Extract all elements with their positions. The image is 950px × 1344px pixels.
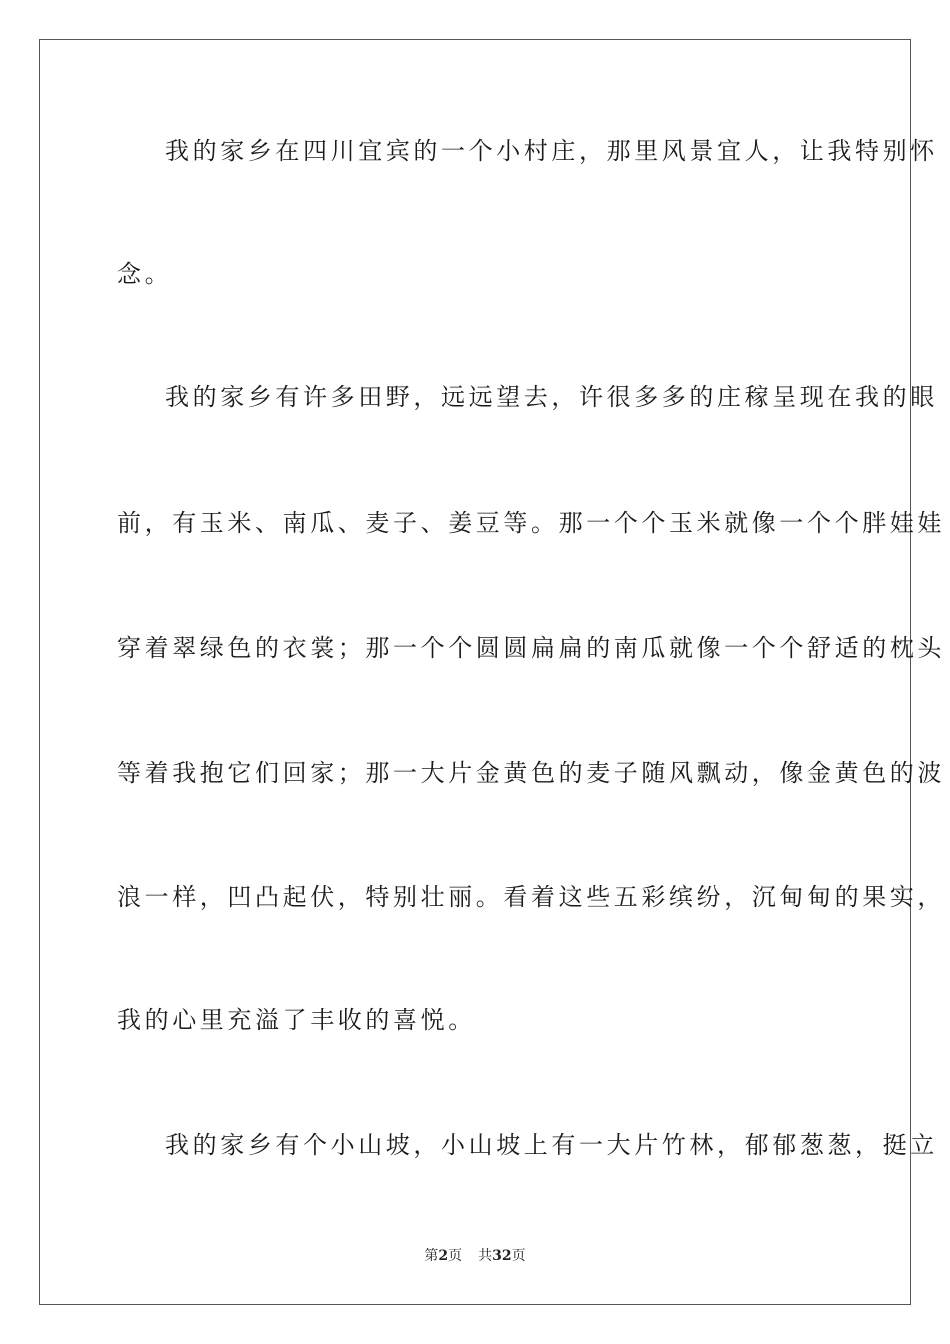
total-pages: 32 (492, 1248, 512, 1264)
paragraph-2-line-5: 浪一样，凹凸起伏，特别壮丽。看着这些五彩缤纷，沉甸甸的果实， (117, 883, 945, 911)
page-border (39, 39, 945, 1305)
page-suffix: 页 (448, 1248, 463, 1264)
paragraph-1-line-2: 念。 (117, 260, 173, 288)
page-prefix: 第 (424, 1248, 439, 1264)
total-prefix: 共 (478, 1248, 493, 1264)
paragraph-3-line-1: 我的家乡有个小山坡，小山坡上有一大片竹林，郁郁葱葱，挺立 (165, 1131, 938, 1159)
paragraph-1-line-1: 我的家乡在四川宜宾的一个小村庄，那里风景宜人，让我特别怀 (165, 137, 938, 165)
paragraph-2-line-1: 我的家乡有许多田野，远远望去，许很多多的庄稼呈现在我的眼 (165, 383, 938, 411)
page-footer (0, 1247, 950, 1265)
paragraph-2-line-6: 我的心里充溢了丰收的喜悦。 (117, 1006, 476, 1034)
page-number: 2 (438, 1248, 449, 1264)
total-suffix: 页 (511, 1248, 526, 1264)
paragraph-2-line-2: 前，有玉米、南瓜、麦子、姜豆等。那一个个玉米就像一个个胖娃娃 (117, 509, 945, 537)
paragraph-2-line-4: 等着我抱它们回家；那一大片金黄色的麦子随风飘动，像金黄色的波 (117, 759, 945, 787)
paragraph-2-line-3: 穿着翠绿色的衣裳；那一个个圆圆扁扁的南瓜就像一个个舒适的枕头 (117, 634, 945, 662)
